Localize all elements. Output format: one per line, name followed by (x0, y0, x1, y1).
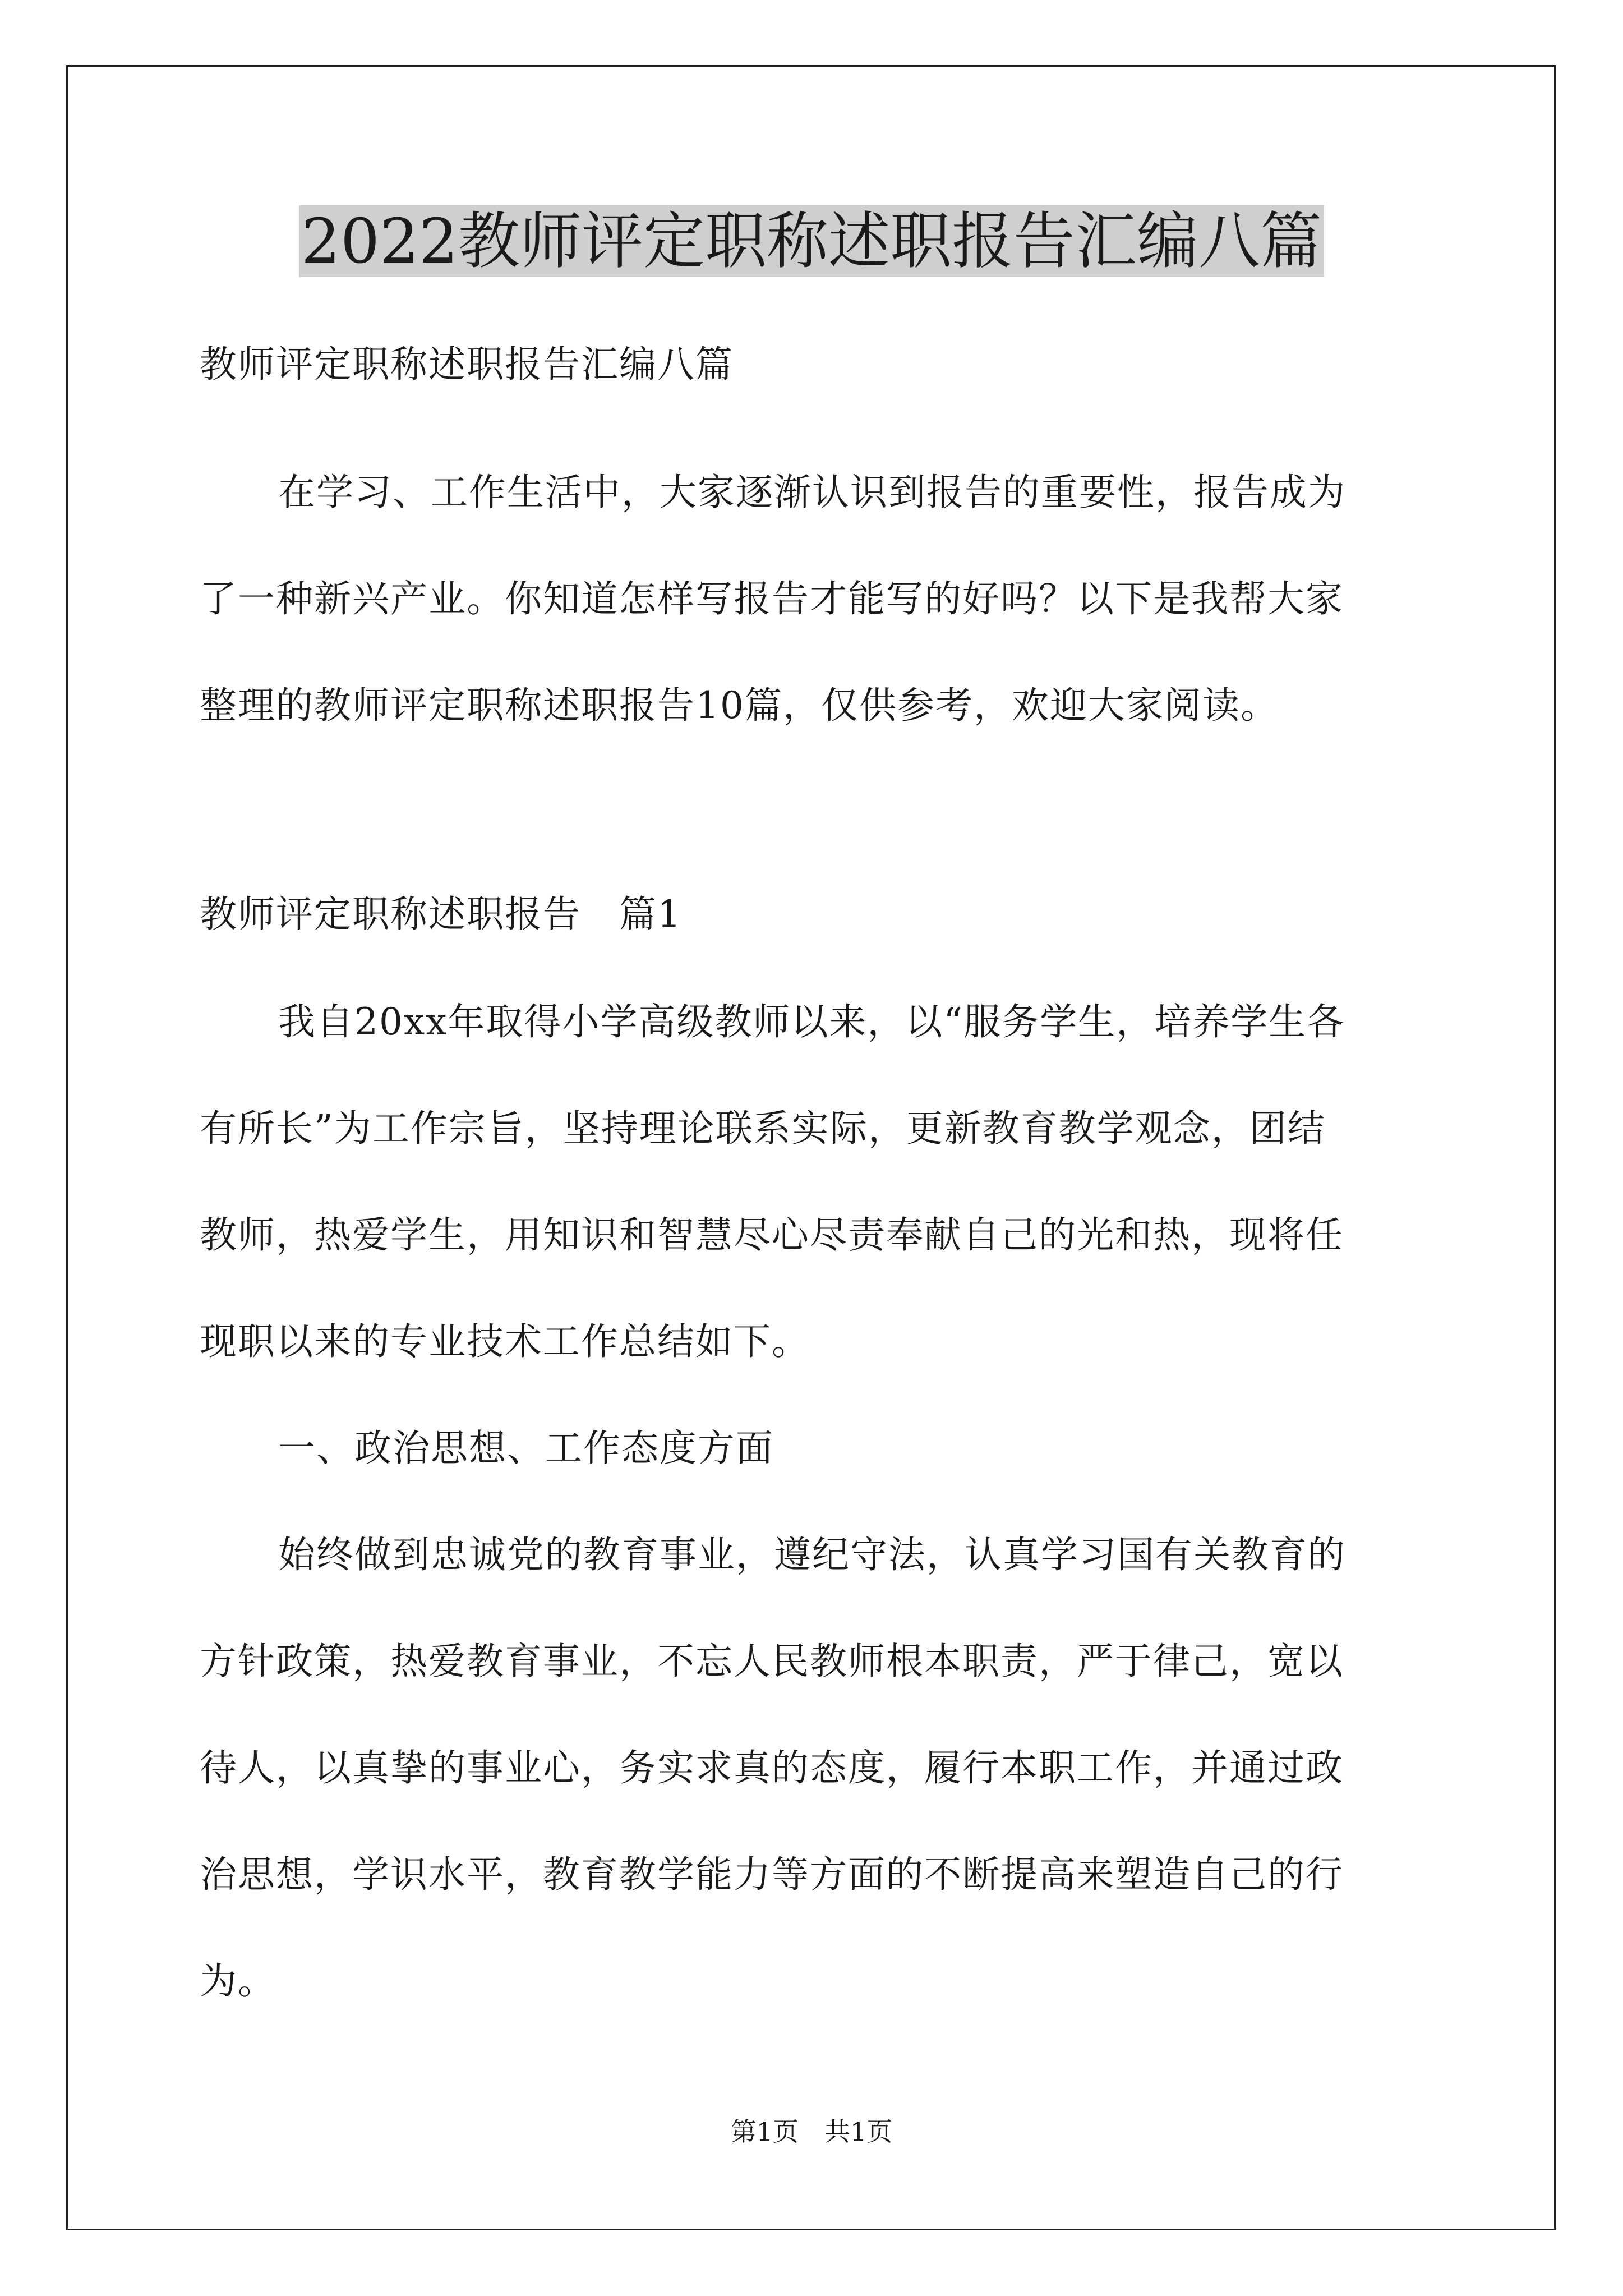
paragraph-line: 整理的教师评定职称述职报告10篇，仅供参考，欢迎大家阅读。 (200, 684, 1279, 727)
subheading: 一、政治思想、工作态度方面 (278, 1427, 774, 1470)
paragraph-line: 待人，以真挚的事业心，务实求真的态度，履行本职工作，并通过政 (200, 1746, 1344, 1789)
paragraph-line: 教师，热爱学生，用知识和智慧尽心尽责奉献自己的光和热，现将任 (200, 1213, 1344, 1257)
document-title-text: 2022教师评定职称述职报告汇编八篇 (299, 205, 1324, 277)
paragraph-line: 我自20xx年取得小学高级教师以来，以“服务学生，培养学生各 (278, 1000, 1345, 1043)
document-subtitle: 教师评定职称述职报告汇编八篇 (200, 343, 734, 386)
paragraph-line: 始终做到忠诚党的教育事业，遵纪守法，认真学习国有关教育的 (278, 1533, 1346, 1576)
paragraph-line: 方针政策，热爱教育事业，不忘人民教师根本职责，严于律己，宽以 (200, 1640, 1344, 1683)
paragraph-line: 在学习、工作生活中，大家逐渐认识到报告的重要性，报告成为 (278, 471, 1346, 514)
paragraph-1 (200, 969, 1433, 1395)
page-footer: 第1页 共1页 (730, 2116, 893, 2147)
paragraph-line: 现职以来的专业技术工作总结如下。 (200, 1320, 810, 1363)
paragraph-line: 治思想，学识水平，教育教学能力等方面的不断提高来塑造自己的行 (200, 1853, 1344, 1896)
intro-paragraph (200, 439, 1433, 759)
paragraph-line: 有所长”为工作宗旨，坚持理论联系实际，更新教育教学观念，团结 (200, 1107, 1326, 1150)
document-title (0, 202, 1623, 280)
paragraph-line: 了一种新兴产业。你知道怎样写报告才能写的好吗？以下是我帮大家 (200, 577, 1344, 620)
paragraph-line: 为。 (200, 1959, 276, 2003)
section-heading: 教师评定职称述职报告 篇1 (200, 892, 682, 936)
paragraph-2 (200, 1502, 1433, 2035)
